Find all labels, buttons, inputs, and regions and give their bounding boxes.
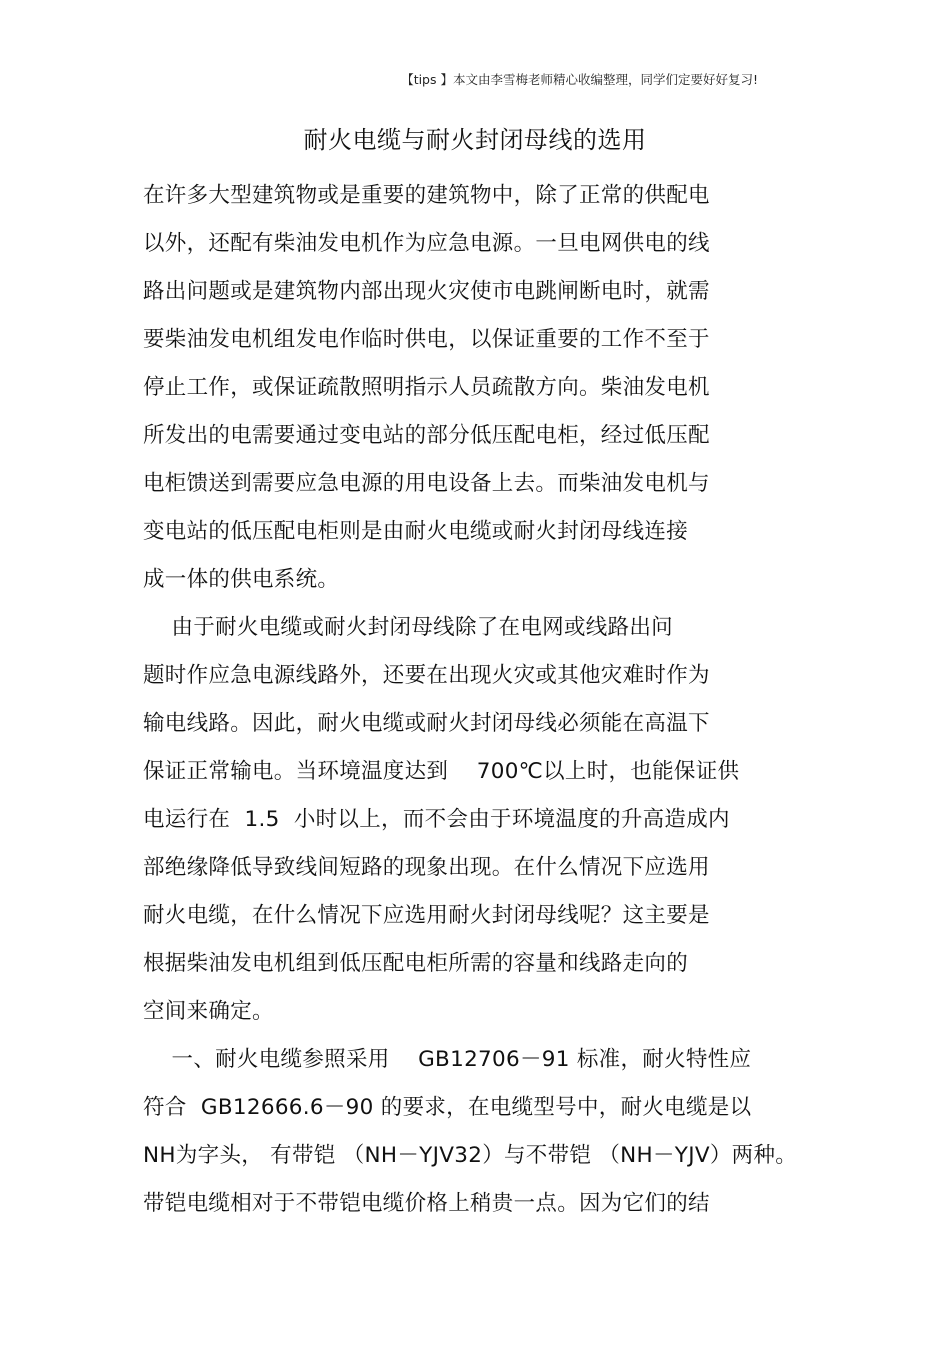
header-tips: 【tips 】本文由李雪梅老师精心收编整理，同学们定要好好复习! — [401, 72, 758, 87]
paragraph-line: 输电线路。因此，耐火电缆或耐火封闭母线必须能在高温下 — [143, 711, 710, 736]
paragraph-line: 由于耐火电缆或耐火封闭母线除了在电网或线路出问 — [143, 615, 673, 640]
paragraph-line: 成一体的供电系统。 — [143, 567, 340, 592]
paragraph-line: 根据柴油发电机组到低压配电柜所需的容量和线路走向的 — [143, 951, 689, 976]
paragraph-line: 在许多大型建筑物或是重要的建筑物中，除了正常的供配电 — [143, 183, 710, 208]
paragraph-line: 以外，还配有柴油发电机作为应急电源。一旦电网供电的线 — [143, 231, 710, 256]
document-title: 耐火电缆与耐火封闭母线的选用 — [303, 126, 647, 154]
paragraph-line: 停止工作，或保证疏散照明指示人员疏散方向。柴油发电机 — [143, 375, 710, 400]
paragraph-line: NH为字头， 有带铠 （NH－YJV32）与不带铠 （NH－YJV）两种。 — [143, 1143, 798, 1168]
paragraph-line: 符合 GB12666.6－90 的要求，在电缆型号中，耐火电缆是以 — [143, 1095, 752, 1120]
paragraph-line: 路出问题或是建筑物内部出现火灾使市电跳闸断电时，就需 — [143, 279, 710, 304]
paragraph-line: 要柴油发电机组发电作临时供电，以保证重要的工作不至于 — [143, 327, 710, 352]
paragraph-line: 所发出的电需要通过变电站的部分低压配电柜，经过低压配 — [143, 423, 710, 448]
paragraph-line: 一、耐火电缆参照采用 GB12706－91 标准，耐火特性应 — [143, 1047, 752, 1072]
paragraph-line: 变电站的低压配电柜则是由耐火电缆或耐火封闭母线连接 — [143, 519, 689, 544]
paragraph-line: 题时作应急电源线路外，还要在出现火灾或其他灾难时作为 — [143, 663, 710, 688]
paragraph-line: 电运行在 1.5 小时以上，而不会由于环境温度的升高造成内 — [143, 807, 730, 832]
paragraph-line: 保证正常输电。当环境温度达到 700℃以上时，也能保证供 — [143, 759, 740, 784]
paragraph-line: 部绝缘降低导致线间短路的现象出现。在什么情况下应选用 — [143, 855, 710, 880]
paragraph-line: 电柜馈送到需要应急电源的用电设备上去。而柴油发电机与 — [143, 471, 710, 496]
paragraph-line: 带铠电缆相对于不带铠电缆价格上稍贵一点。因为它们的结 — [143, 1191, 710, 1216]
paragraph-line: 空间来确定。 — [143, 999, 274, 1024]
paragraph-line: 耐火电缆，在什么情况下应选用耐火封闭母线呢？这主要是 — [143, 903, 710, 928]
